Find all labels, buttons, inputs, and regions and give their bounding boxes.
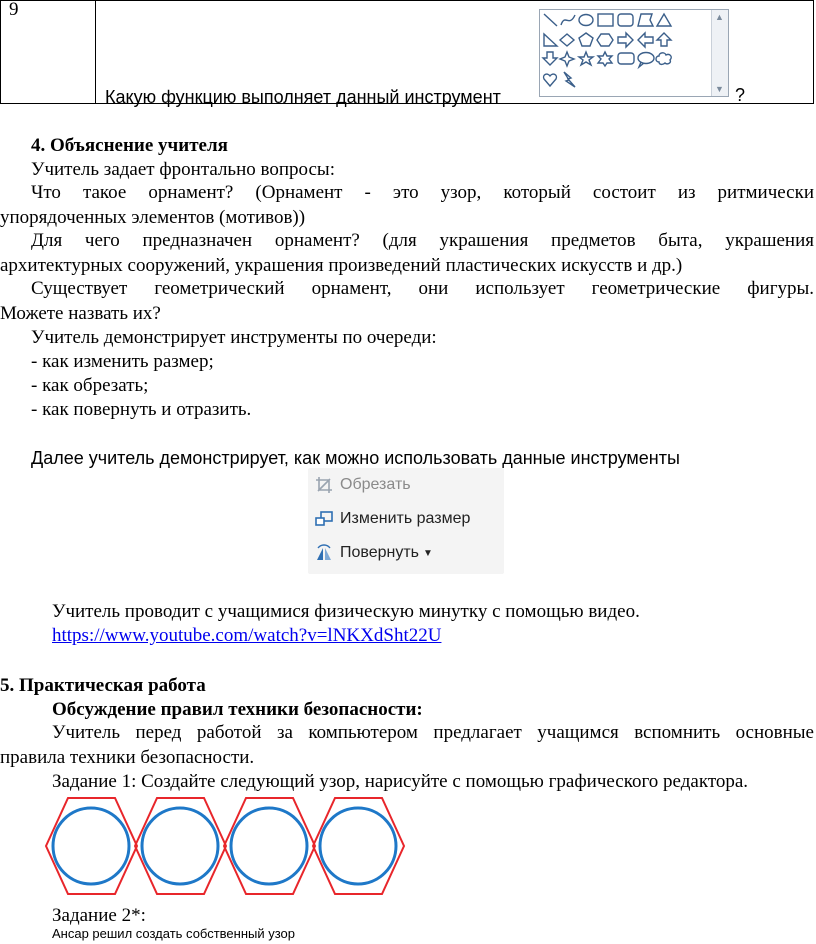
five-point-star-icon xyxy=(579,52,593,65)
section4-heading: 4. Объяснение учителя xyxy=(31,135,228,156)
right-arrow-icon xyxy=(618,33,633,47)
crop-label: Обрезать xyxy=(340,476,411,493)
video-link[interactable]: https://www.youtube.com/watch?v=lNKXdSht22U xyxy=(52,625,442,646)
video-text: Учитель проводит с учащимися физическую минутку с помощью видео. xyxy=(52,601,640,622)
question-text: Какую функцию выполняет данный инструмент xyxy=(105,87,501,107)
polygon-icon xyxy=(638,14,653,26)
section4-p1: Учитель задает фронтально вопросы: xyxy=(31,159,335,180)
section4-p3-line2: архитектурных сооружений, украшения произведений пластических искусств и др.) xyxy=(0,255,683,276)
crop-icon xyxy=(314,475,334,495)
task2-heading: Задание 2*: xyxy=(52,905,146,926)
hexagon-cell xyxy=(224,798,315,894)
diamond-icon xyxy=(560,34,574,46)
six-point-star-icon xyxy=(598,52,612,66)
section4-demo: Далее учитель демонстрирует, как можно использовать данные инструменты xyxy=(31,448,680,468)
down-arrow-icon xyxy=(543,52,557,65)
rotate-label: Повернуть xyxy=(340,544,420,561)
rounded-rectangle-icon xyxy=(618,14,633,26)
hexagon-cell xyxy=(46,798,137,894)
section4-p2-line2: упорядоченных элементов (мотивов)) xyxy=(0,207,306,228)
list-item: - как изменить размер; xyxy=(31,351,214,372)
scroll-up-icon[interactable]: ▲ xyxy=(715,12,724,22)
rotate-icon xyxy=(314,543,334,563)
crop-button[interactable] xyxy=(314,472,411,498)
question-table xyxy=(0,0,814,107)
shapes-gallery[interactable] xyxy=(539,9,729,97)
task1-text: Задание 1: Создайте следующий узор, нарисуйте с помощью графического редактора. xyxy=(52,771,749,792)
hexagon-cell xyxy=(313,798,404,894)
section5-p1-line1: Учитель перед работой за компьютером предлагает учащимся вспомнить основные xyxy=(52,722,814,743)
curve-icon xyxy=(561,15,575,25)
rotate-button[interactable] xyxy=(314,540,433,566)
left-arrow-icon xyxy=(638,33,653,47)
section5-subheading: Обсуждение правил техники безопасности: xyxy=(52,699,423,720)
lightning-icon xyxy=(564,72,575,87)
resize-icon xyxy=(314,509,334,529)
section4-p3-line1: Для чего предназначен орнамент? (для украшения предметов быта, украшения xyxy=(31,230,814,251)
section4-p4-line1: Существует геометрический орнамент, они использует геометрические фигуры. xyxy=(31,278,814,299)
right-triangle-icon xyxy=(544,34,557,46)
up-arrow-icon xyxy=(657,33,671,46)
scroll-down-icon[interactable]: ▼ xyxy=(715,84,724,94)
question-mark: ? xyxy=(735,85,746,105)
rectangle-icon xyxy=(598,14,613,26)
table-column-separator xyxy=(95,1,96,103)
section5-p1-line2: правила техники безопасности. xyxy=(0,747,255,768)
list-item: - как обрезать; xyxy=(31,375,149,396)
heart-icon xyxy=(544,74,557,86)
hexagon-cell xyxy=(135,798,226,894)
resize-label: Изменить размер xyxy=(340,510,471,527)
section5-heading: 5. Практическая работа xyxy=(0,675,206,696)
resize-button[interactable] xyxy=(314,506,470,532)
list-item: - как повернуть и отразить. xyxy=(31,399,252,420)
four-point-star-icon xyxy=(560,52,574,66)
section4-p4-line2: Можете назвать их? xyxy=(0,303,161,324)
shapes-gallery-icons xyxy=(540,10,712,96)
line-icon xyxy=(544,14,557,26)
hexagon-icon xyxy=(597,34,613,46)
task2-text: Ансар решил создать собственный узор xyxy=(52,926,296,941)
rounded-callout-icon xyxy=(618,53,634,64)
section4-p5: Учитель демонстрирует инструменты по очереди: xyxy=(31,327,437,348)
pentagon-icon xyxy=(579,33,593,46)
hexagon-pattern xyxy=(44,790,414,902)
row-number: 9 xyxy=(9,0,19,20)
cloud-callout-icon xyxy=(656,53,671,65)
shapes-gallery-scrollbar[interactable] xyxy=(711,10,728,96)
section4-p2-line1: Что такое орнамент? (Орнамент - это узор, который состоит из ритмически xyxy=(31,182,814,203)
oval-callout-icon xyxy=(638,53,654,68)
triangle-icon xyxy=(657,14,671,26)
oval-icon xyxy=(579,15,593,26)
chevron-down-icon: ▼ xyxy=(423,547,433,559)
image-toolbar xyxy=(308,468,504,574)
